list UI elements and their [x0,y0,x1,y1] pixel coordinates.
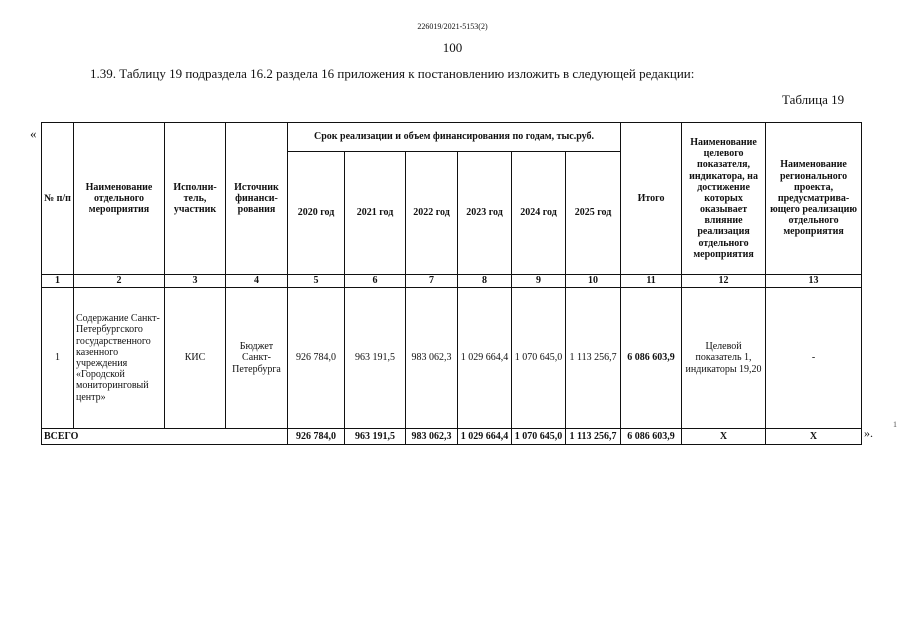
page-number: 100 [442,40,463,55]
header-num: № п/п [42,123,74,275]
row-source: Бюджет Санкт-Петербурга [226,288,288,429]
column-number: 7 [406,275,458,288]
total-year-value: 963 191,5 [345,429,406,445]
header-year: 2021 год [345,152,406,275]
financing-table [41,122,862,445]
column-number: 1 [42,275,74,288]
row-executor: КИС [165,288,226,429]
header-period-group: Срок реализации и объем финансирования по годам, тыс.руб. [288,123,621,152]
header-executor: Исполни-тель, участник [165,123,226,275]
row-year-value: 1 029 664,4 [458,288,512,429]
column-number: 4 [226,275,288,288]
total-sum: 6 086 603,9 [621,429,682,445]
row-project: - [766,288,862,429]
total-year-value: 1 029 664,4 [458,429,512,445]
column-number: 11 [621,275,682,288]
closing-quote: ». [864,426,873,440]
row-num: 1 [42,288,74,429]
header-row-1 [42,123,862,152]
row-year-value: 1 070 645,0 [512,288,566,429]
row-year-value: 1 113 256,7 [566,288,621,429]
row-year-value: 926 784,0 [288,288,345,429]
row-total: 6 086 603,9 [621,288,682,429]
header-source: Источник финанси-рования [226,123,288,275]
column-number: 3 [165,275,226,288]
column-number: 8 [458,275,512,288]
header-year: 2023 год [458,152,512,275]
edge-mark: 1 [893,420,897,429]
header-year: 2020 год [288,152,345,275]
total-year-value: 926 784,0 [288,429,345,445]
row-year-value: 983 062,3 [406,288,458,429]
table-label: Таблица 19 [782,92,845,107]
column-number: 6 [345,275,406,288]
column-number-row [42,275,862,288]
column-number: 2 [74,275,165,288]
document-number: 226019/2021-5153(2) [417,22,488,31]
header-total: Итого [621,123,682,275]
column-number: 13 [766,275,862,288]
total-year-value: 1 113 256,7 [566,429,621,445]
instruction-text: 1.39. Таблицу 19 подраздела 16.2 раздела 16 приложения к постановлению изложить в следующей редакции: [90,66,695,81]
total-year-value: 1 070 645,0 [512,429,566,445]
column-number: 12 [682,275,766,288]
opening-quote: « [30,126,37,141]
column-number: 5 [288,275,345,288]
row-name: Содержание Санкт-Петербургского государственного казенного учреждения «Городской мониторинговый центр» [74,288,165,429]
total-row [42,429,862,445]
row-year-value: 963 191,5 [345,288,406,429]
table-row [42,288,862,429]
total-indicator-mark: Х [682,429,766,445]
total-project-mark: Х [766,429,862,445]
column-number: 10 [566,275,621,288]
header-year: 2024 год [512,152,566,275]
header-year: 2025 год [566,152,621,275]
header-year: 2022 год [406,152,458,275]
header-name: Наименование отдельного мероприятия [74,123,165,275]
header-project: Наименование регионального проекта, предусматрива-ющего реализацию отдельного мероприятия [766,123,862,275]
total-label: ВСЕГО [42,429,288,445]
row-indicator: Целевой показатель 1, индикаторы 19,20 [682,288,766,429]
header-indicator: Наименование целевого показателя, индикатора, на достижение которых оказывает влияние реализация отдельного мероприятия [682,123,766,275]
column-number: 9 [512,275,566,288]
total-year-value: 983 062,3 [406,429,458,445]
